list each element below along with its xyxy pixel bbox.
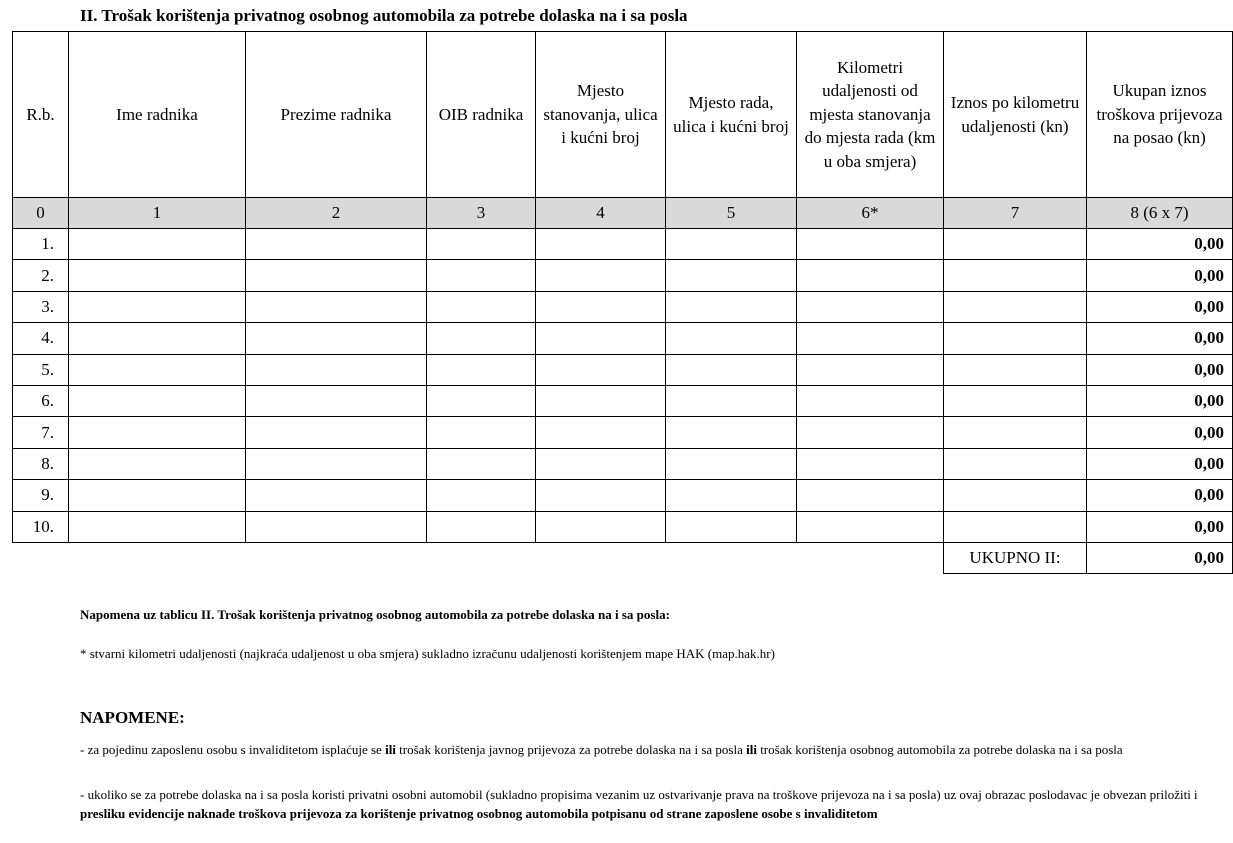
input-cell[interactable] — [427, 323, 536, 354]
input-cell[interactable] — [246, 480, 427, 511]
row-total: 0,00 — [1087, 511, 1233, 542]
input-cell[interactable] — [666, 448, 797, 479]
input-cell[interactable] — [69, 354, 246, 385]
table-note-text: * stvarni kilometri udaljenosti (najkraća udaljenost u oba smjera) sukladno izračunu udaljenosti korištenjem mape HAK (map.hak.hr) — [80, 646, 775, 661]
text: - ukoliko se za potrebe dolaska na i sa posla koristi privatni osobni automobil (sukladno propisima vezanim uz ostvarivanje prava na troškove prijevoza na i sa posla) uz ovaj obrazac poslodavac je obvezan priložiti i — [80, 787, 1198, 802]
input-cell[interactable] — [536, 511, 666, 542]
table-row — [13, 385, 1233, 416]
input-cell[interactable] — [536, 260, 666, 291]
input-cell[interactable] — [69, 291, 246, 322]
input-cell[interactable] — [536, 417, 666, 448]
input-cell[interactable] — [246, 354, 427, 385]
input-cell[interactable] — [944, 291, 1087, 322]
input-cell[interactable] — [797, 480, 944, 511]
row-number: 8. — [13, 448, 69, 479]
row-total: 0,00 — [1087, 417, 1233, 448]
row-number: 10. — [13, 511, 69, 542]
input-cell[interactable] — [797, 260, 944, 291]
col-num: 1 — [69, 198, 246, 229]
table-row — [13, 323, 1233, 354]
col-num: 6* — [797, 198, 944, 229]
napomene-title: NAPOMENE: — [80, 708, 185, 727]
header-oib: OIB radnika — [427, 32, 536, 198]
text-bold: ili — [385, 742, 396, 757]
col-num: 0 — [13, 198, 69, 229]
row-total: 0,00 — [1087, 385, 1233, 416]
input-cell[interactable] — [944, 385, 1087, 416]
text: trošak korištenja javnog prijevoza za potrebe dolaska na i sa posla — [395, 742, 747, 757]
input-cell[interactable] — [536, 354, 666, 385]
row-total: 0,00 — [1087, 229, 1233, 260]
input-cell[interactable] — [536, 385, 666, 416]
input-cell[interactable] — [797, 354, 944, 385]
table-note-title: Napomena uz tablicu II. Trošak korištenja privatnog osobnog automobila za potrebe dolaska na i sa posla: — [80, 607, 670, 622]
row-total: 0,00 — [1087, 260, 1233, 291]
input-cell[interactable] — [944, 480, 1087, 511]
text-bold: ili — [746, 742, 757, 757]
input-cell[interactable] — [536, 323, 666, 354]
input-cell[interactable] — [69, 417, 246, 448]
table-row — [13, 448, 1233, 479]
input-cell[interactable] — [666, 229, 797, 260]
napomena-item-2 — [80, 785, 1220, 823]
input-cell[interactable] — [944, 511, 1087, 542]
input-cell[interactable] — [536, 448, 666, 479]
input-cell[interactable] — [246, 323, 427, 354]
input-cell[interactable] — [666, 511, 797, 542]
input-cell[interactable] — [666, 354, 797, 385]
row-number: 1. — [13, 229, 69, 260]
input-cell[interactable] — [797, 448, 944, 479]
input-cell[interactable] — [797, 417, 944, 448]
sum-row — [13, 542, 1233, 573]
col-num: 4 — [536, 198, 666, 229]
input-cell[interactable] — [246, 448, 427, 479]
input-cell[interactable] — [246, 511, 427, 542]
input-cell[interactable] — [944, 229, 1087, 260]
input-cell[interactable] — [666, 260, 797, 291]
row-number: 2. — [13, 260, 69, 291]
row-number: 3. — [13, 291, 69, 322]
input-cell[interactable] — [69, 323, 246, 354]
input-cell[interactable] — [427, 448, 536, 479]
transport-cost-table — [12, 31, 1233, 574]
row-number: 7. — [13, 417, 69, 448]
input-cell[interactable] — [944, 417, 1087, 448]
header-first-name: Ime radnika — [69, 32, 246, 198]
input-cell[interactable] — [944, 260, 1087, 291]
table-row — [13, 417, 1233, 448]
col-num: 5 — [666, 198, 797, 229]
input-cell[interactable] — [69, 229, 246, 260]
input-cell[interactable] — [797, 511, 944, 542]
input-cell[interactable] — [944, 354, 1087, 385]
input-cell[interactable] — [797, 323, 944, 354]
row-total: 0,00 — [1087, 323, 1233, 354]
input-cell[interactable] — [944, 448, 1087, 479]
col-num: 7 — [944, 198, 1087, 229]
input-cell[interactable] — [246, 417, 427, 448]
header-price-per-km: Iznos po kilometru udaljenosti (kn) — [944, 32, 1087, 198]
row-number: 4. — [13, 323, 69, 354]
input-cell[interactable] — [536, 291, 666, 322]
input-cell[interactable] — [797, 229, 944, 260]
input-cell[interactable] — [427, 385, 536, 416]
table-row — [13, 511, 1233, 542]
input-cell[interactable] — [427, 260, 536, 291]
header-residence: Mjesto stanovanja, ulica i kućni broj — [536, 32, 666, 198]
sum-value: 0,00 — [1087, 542, 1233, 573]
input-cell[interactable] — [69, 385, 246, 416]
input-cell[interactable] — [69, 511, 246, 542]
text: trošak korištenja osobnog automobila za potrebe dolaska na i sa posla — [756, 742, 1123, 757]
header-km: Kilometri udaljenosti od mjesta stanovanja do mjesta rada (km u oba smjera) — [797, 32, 944, 198]
row-number: 5. — [13, 354, 69, 385]
input-cell[interactable] — [427, 229, 536, 260]
input-cell[interactable] — [666, 385, 797, 416]
row-total: 0,00 — [1087, 480, 1233, 511]
col-num: 8 (6 x 7) — [1087, 198, 1233, 229]
header-total: Ukupan iznos troškova prijevoza na posao (kn) — [1087, 32, 1233, 198]
table-note — [80, 605, 820, 624]
row-number: 6. — [13, 385, 69, 416]
input-cell[interactable] — [666, 291, 797, 322]
input-cell[interactable] — [427, 354, 536, 385]
input-cell[interactable] — [69, 448, 246, 479]
input-cell[interactable] — [666, 417, 797, 448]
table-row — [13, 480, 1233, 511]
input-cell[interactable] — [246, 385, 427, 416]
input-cell[interactable] — [797, 385, 944, 416]
input-cell[interactable] — [797, 291, 944, 322]
input-cell[interactable] — [666, 323, 797, 354]
col-num: 2 — [246, 198, 427, 229]
input-cell[interactable] — [536, 480, 666, 511]
input-cell[interactable] — [69, 260, 246, 291]
input-cell[interactable] — [666, 480, 797, 511]
table-row — [13, 291, 1233, 322]
row-total: 0,00 — [1087, 291, 1233, 322]
header-row — [13, 32, 1233, 198]
input-cell[interactable] — [246, 260, 427, 291]
row-number: 9. — [13, 480, 69, 511]
input-cell[interactable] — [427, 291, 536, 322]
input-cell[interactable] — [246, 291, 427, 322]
table-row — [13, 229, 1233, 260]
header-workplace: Mjesto rada, ulica i kućni broj — [666, 32, 797, 198]
input-cell[interactable] — [944, 323, 1087, 354]
row-total: 0,00 — [1087, 448, 1233, 479]
input-cell[interactable] — [69, 480, 246, 511]
sum-label: UKUPNO II: — [944, 542, 1087, 573]
input-cell[interactable] — [427, 511, 536, 542]
row-total: 0,00 — [1087, 354, 1233, 385]
input-cell[interactable] — [427, 417, 536, 448]
header-rb: R.b. — [13, 32, 69, 198]
column-number-row — [13, 198, 1233, 229]
header-last-name: Prezime radnika — [246, 32, 427, 198]
table-row — [13, 354, 1233, 385]
text: - za pojedinu zaposlenu osobu s invaliditetom isplaćuje se — [80, 742, 386, 757]
text-bold: presliku evidencije naknade troškova prijevoza za korištenje privatnog osobnog automobila potpisanu od strane zaposlene osobe s invaliditetom — [80, 806, 878, 821]
spacer — [13, 542, 944, 573]
input-cell[interactable] — [427, 480, 536, 511]
section-title: II. Trošak korištenja privatnog osobnog automobila za potrebe dolaska na i sa posla — [80, 6, 688, 25]
input-cell[interactable] — [536, 229, 666, 260]
table-row — [13, 260, 1233, 291]
col-num: 3 — [427, 198, 536, 229]
input-cell[interactable] — [246, 229, 427, 260]
napomena-item-1 — [80, 740, 1220, 759]
